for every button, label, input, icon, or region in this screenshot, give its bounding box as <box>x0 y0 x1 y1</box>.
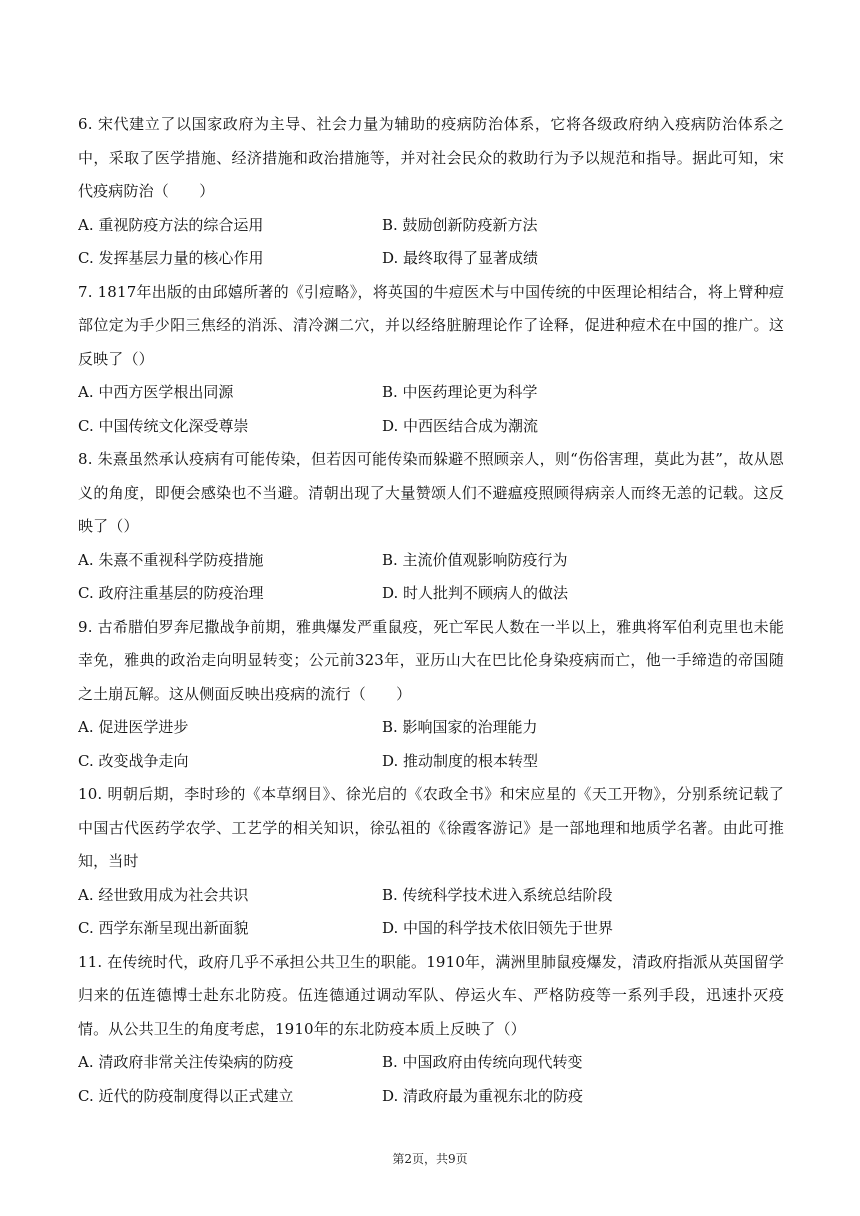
option-d: D. 中国的科学技术依旧领先于世界 <box>382 919 614 937</box>
question-6 <box>78 108 784 276</box>
question-7 <box>78 276 784 444</box>
option-a: A. 朱熹不重视科学防疫措施 <box>78 550 264 569</box>
question-list <box>78 108 784 1113</box>
question-stem: 8. 朱熹虽然承认疫病有可能传染，但若因可能传染而躲避不照顾亲人，则“伤俗害理，莫此为甚”，故从恩义的角度，即便会感染也不当避。清朝出现了大量赞颂人们不避瘟疫照顾得病亲人而终无恙的记载。这反映了（） <box>78 450 784 535</box>
question-stem: 11. 在传统时代，政府几乎不承担公共卫生的职能。1910年，满洲里肺鼠疫爆发，清政府指派从英国留学归来的伍连德博士赴东北防疫。伍连德通过调动军队、停运火车、严格防疫等一系列手段，迅速扑灭疫情。从公共卫生的角度考虑，1910年的东北防疫本质上反映了（） <box>78 952 784 1038</box>
option-c: C. 西学东渐呈现出新面貌 <box>78 919 249 937</box>
question-stem: 7. 1817年出版的由邱嬉所著的《引痘略》，将英国的牛痘医术与中国传统的中医理论相结合，将上臂种痘部位定为手少阳三焦经的消泺、清冷渊二穴，并以经络脏腑理论作了诠释，促进种痘术在中国的推广。这反映了（） <box>78 282 784 368</box>
option-b: B. 中国政府由传统向现代转变 <box>382 1053 583 1071</box>
option-c: C. 政府注重基层的防疫治理 <box>78 584 264 602</box>
option-b: B. 影响国家的治理能力 <box>382 718 538 736</box>
option-grid <box>78 711 784 778</box>
option-c: C. 中国传统文化深受尊崇 <box>78 416 249 435</box>
option-c: C. 改变战争走向 <box>78 751 189 770</box>
option-d: D. 中西医结合成为潮流 <box>382 416 539 435</box>
option-a: A. 经世致用成为社会共识 <box>78 885 249 904</box>
option-c: C. 发挥基层力量的核心作用 <box>78 249 264 267</box>
option-d: D. 推动制度的根本转型 <box>382 751 539 770</box>
question-stem: 10. 明朝后期，李时珍的《本草纲目》、徐光启的《农政全书》和宋应星的《天工开物》，分别系统记载了中国古代医药学农学、工艺学的相关知识，徐弘祖的《徐霞客游记》是一部地理和地质学名著。由此可推知，当时 <box>78 785 784 870</box>
option-d: D. 时人批判不顾病人的做法 <box>382 584 569 602</box>
option-a: A. 重视防疫方法的综合运用 <box>78 215 264 234</box>
option-grid <box>78 376 784 443</box>
option-b: B. 主流价值观影响防疫行为 <box>382 550 568 569</box>
option-a: A. 促进医学进步 <box>78 718 189 736</box>
option-a: A. 清政府非常关注传染病的防疫 <box>78 1053 294 1071</box>
question-9 <box>78 611 784 779</box>
option-grid <box>78 544 784 611</box>
question-stem: 9. 古希腊伯罗奔尼撒战争前期，雅典爆发严重鼠疫，死亡军民人数在一半以上，雅典将军伯利克里也未能幸免，雅典的政治走向明显转变；公元前323年，亚历山大在巴比伦身染疫病而亡，他一手缔造的帝国随之土崩瓦解。这从侧面反映出疫病的流行（ ） <box>78 617 784 703</box>
option-grid <box>78 209 784 276</box>
question-8 <box>78 443 784 611</box>
option-c: C. 近代的防疫制度得以正式建立 <box>78 1086 294 1105</box>
option-b: B. 传统科学技术进入系统总结阶段 <box>382 885 613 904</box>
question-10 <box>78 778 784 946</box>
option-grid <box>78 1046 784 1113</box>
question-stem: 6. 宋代建立了以国家政府为主导、社会力量为辅助的疫病防治体系，它将各级政府纳入疫病防治体系之中，采取了医学措施、经济措施和政治措施等，并对社会民众的救助行为予以规范和指导。据此可知，宋代疫病防治（ ） <box>78 115 784 200</box>
option-d: D. 最终取得了显著成绩 <box>382 249 539 267</box>
option-d: D. 清政府最为重视东北的防疫 <box>382 1086 584 1105</box>
page-footer <box>0 1150 860 1167</box>
option-b: B. 中医药理论更为科学 <box>382 383 538 401</box>
option-a: A. 中西方医学根出同源 <box>78 383 234 401</box>
page-number-label: 第2页，共9页 <box>392 1152 468 1166</box>
option-b: B. 鼓励创新防疫新方法 <box>382 215 538 234</box>
question-11 <box>78 946 784 1114</box>
option-grid <box>78 879 784 946</box>
